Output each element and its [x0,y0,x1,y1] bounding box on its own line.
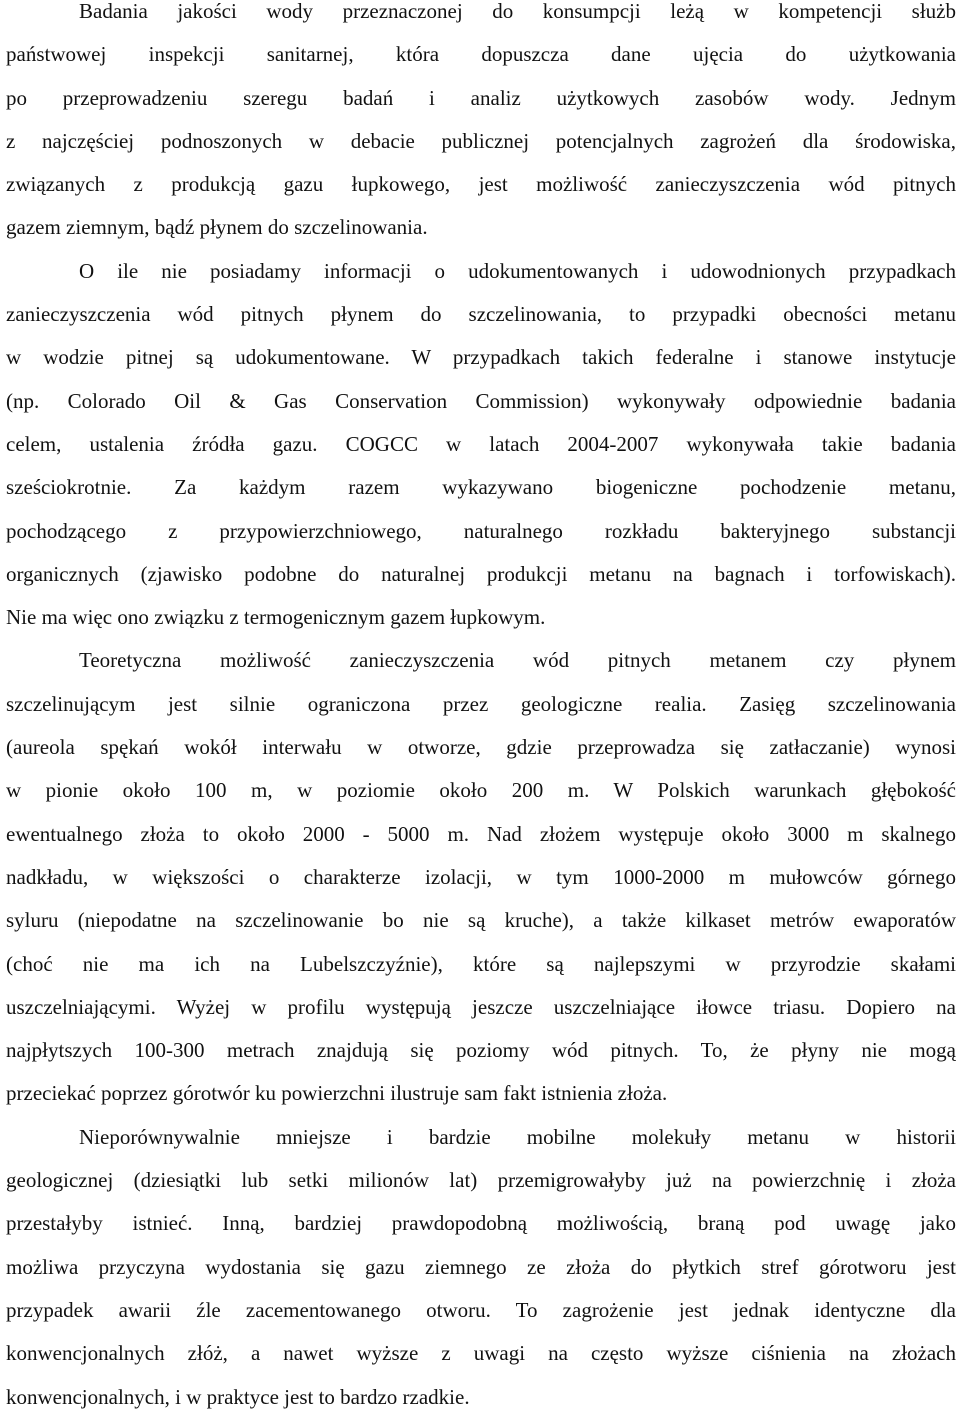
text-line: w wodzie pitnej są udokumentowane. W przypadkach takich federalne i stanowe instytucje [6,345,956,370]
text-line: (np. Colorado Oil & Gas Conservation Commission) wykonywały odpowiednie badania [6,388,956,413]
text-line: najpłytszych 100-300 metrach znajdują się poziomy wód pitnych. To, że płyny nie mogą [6,1038,956,1063]
text-line: organicznych (zjawisko podobne do naturalnej produkcji metanu na bagnach i torfowiskach). [6,561,956,586]
text-line: Nieporównywalnie mniejsze i bardzie mobilne molekuły metanu w historii [79,1124,956,1149]
text-line: (choć nie ma ich na Lubelszczyźnie), które są najlepszymi w przyrodzie skałami [6,951,956,976]
text-line: zanieczyszczenia wód pitnych płynem do szczelinowania, to przypadki obecności metanu [6,302,956,327]
text-line: z najczęściej podnoszonych w debacie publicznej potencjalnych zagrożeń dla środowiska, [6,128,956,153]
text-line: przestałyby istnieć. Inną, bardziej prawdopodobną możliwością, braną pod uwagę jako [6,1211,956,1236]
text-line: gazem ziemnym, bądź płynem do szczelinowania. [6,215,428,240]
text-line: geologicznej (dziesiątki lub setki milionów lat) przemigrowałyby już na powierzchnię i złoża [6,1168,956,1193]
text-line: uszczelniającymi. Wyżej w profilu występują jeszcze uszczelniające iłowce triasu. Dopiero na [6,994,956,1019]
text-line: ewentualnego złoża to około 2000 - 5000 m. Nad złożem występuje około 3000 m skalnego [6,821,956,846]
text-line: O ile nie posiadamy informacji o udokumentowanych i udowodnionych przypadkach [79,258,956,283]
text-line: w pionie około 100 m, w poziomie około 200 m. W Polskich warunkach głębokość [6,778,956,803]
text-line: nadkładu, w większości o charakterze izolacji, w tym 1000-2000 m mułowców górnego [6,864,956,889]
text-line: sześciokrotnie. Za każdym razem wykazywano biogeniczne pochodzenie metanu, [6,475,956,500]
text-line: państwowej inspekcji sanitarnej, która dopuszcza dane ujęcia do użytkowania [6,42,956,67]
text-line: po przeprowadzeniu szeregu badań i analiz użytkowych zasobów wody. Jednym [6,85,956,110]
text-line: konwencjonalnych, i w praktyce jest to bardzo rzadkie. [6,1384,470,1409]
text-line: konwencjonalnych złóż, a nawet wyższe z uwagi na często wyższe ciśnienia na złożach [6,1341,956,1366]
text-line: przeciekać poprzez górotwór ku powierzchni ilustruje sam fakt istnienia złoża. [6,1081,668,1106]
text-line: Nie ma więc ono związku z termogenicznym gazem łupkowym. [6,605,546,630]
text-line: (aureola spękań wokół interwału w otworze, gdzie przeprowadza się zatłaczanie) wynosi [6,735,956,760]
text-line: przypadek awarii źle zacementowanego otworu. To zagrożenie jest jednak identyczne dla [6,1297,956,1322]
text-line: celem, ustalenia źródła gazu. COGCC w latach 2004-2007 wykonywała takie badania [6,431,956,456]
text-line: szczelinującym jest silnie ograniczona przez geologiczne realia. Zasięg szczelinowania [6,691,956,716]
text-line: związanych z produkcją gazu łupkowego, jest możliwość zanieczyszczenia wód pitnych [6,172,956,197]
text-line: możliwa przyczyna wydostania się gazu ziemnego ze złoża do płytkich stref górotworu jest [6,1254,956,1279]
text-line: Badania jakości wody przeznaczonej do konsumpcji leżą w kompetencji służb [79,0,956,23]
text-line: pochodzącego z przypowierzchniowego, naturalnego rozkładu bakteryjnego substancji [6,518,956,543]
text-line: Teoretyczna możliwość zanieczyszczenia wód pitnych metanem czy płynem [79,648,956,673]
text-line: syluru (niepodatne na szczelinowanie bo nie są kruche), a także kilkaset metrów ewaporatów [6,908,956,933]
